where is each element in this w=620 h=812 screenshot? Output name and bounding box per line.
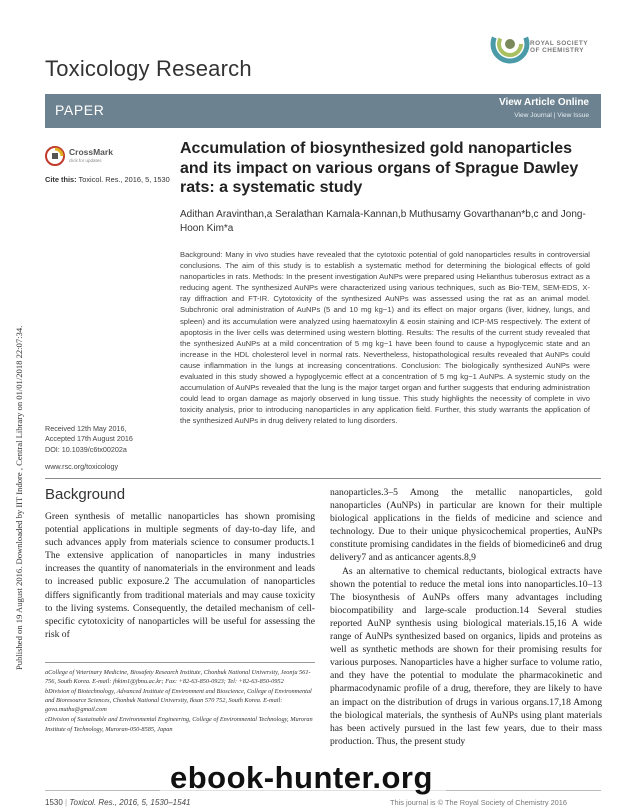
citation-text: Toxicol. Res., 2016, 5, 1530 [78, 175, 170, 184]
doi[interactable]: DOI: 10.1039/c6tx00202a [45, 444, 127, 454]
article-type: PAPER [55, 102, 105, 118]
author-list: Adithan Aravinthan,a Seralathan Kamala-Kannan,b Muthusamy Govarthanan*b,c and Jong-Hoon Kim*a [180, 209, 586, 234]
section-heading: Background [45, 486, 126, 503]
citation [45, 175, 170, 184]
body-paragraph: As an alternative to chemical reductants, biological extracts have shown the potential to reduce the metal ions into nanoparticles.10–13 The biosynthesis of AuNPs offers many advantages including biocompatibility and large-scale production.14 Several studies reported AuNP synthesis using biological materials.15,16 A wide range of AuNPs synthesized based on organics, lipids and proteins as well as synthetic methods are shown for their promising results for various purposes. Nanoparticles have a higher surface to volume ratio, and they have the potential to modulate the pharmacokinetic and pharmacodynamic profile of a drug, therefore, they are likely to have an impact on the distribution of drugs in various organs.17,18 Among the biological materials, the synthesis of AuNPs using plant materials has been actively pursued in the last few years, due to their mass production. Thus, the present study [330, 565, 602, 747]
accepted-date: Accepted 17th August 2016 [45, 434, 133, 444]
crossmark-sub: click for updates [69, 158, 102, 163]
publisher-footer: This journal is © The Royal Society of Chemistry 2016 [390, 798, 568, 807]
watermark: ebook-hunter.org [170, 760, 433, 795]
page-number: 1530 [45, 798, 63, 807]
download-notice-text: Published on 19 August 2016. Downloaded by IIT Indore , Central Library on 01/01/2018 22:07:34. [14, 325, 24, 670]
citation-prefix: Cite this: [45, 175, 77, 184]
page-footer: 1530 | Toxicol. Res., 2016, 5, 1530–1541 [45, 798, 191, 807]
footnote-item: cDivision of Sustainable and Environmental Engineering, College of Environmental Technology, Muroran Institute of Technology, Muroran-050-8585, Japan [45, 716, 313, 733]
crossmark-icon [45, 146, 65, 166]
download-notice [2, 150, 24, 670]
body-paragraph: Green synthesis of metallic nanoparticles has shown promising potential applications in multiple segments of day-to-day life, and such advances apply from materials science to consumer products.1 The extensive application of nanoparticles in many industries increases the quantity of nanomaterials in the environment and leads to increased public exposure.2 The accumulation of nanoparticles differs significantly from traditional materials and may cause toxicity to the living systems. Consequently, the detailed mechanism of cell-specific cytotoxicity of nanoparticles will be useful for assessing the risk of [45, 511, 315, 640]
received-date: Received 12th May 2016, [45, 424, 127, 433]
article-dates [45, 424, 133, 455]
journal-url[interactable]: www.rsc.org/toxicology [45, 462, 119, 471]
article-type-banner [45, 94, 601, 128]
footnote-item: bDivision of Biotechnology, Advanced Institute of Environment and Bioscience, College of Environmental and Bioresource Sciences, Chonbuk National University, Iksan 570 752, South Korea. E-mail: gova.muthu@gmail.com [45, 688, 312, 714]
affiliation-footnotes [45, 668, 315, 735]
rsc-logo-text: ROYAL SOCIETY OF CHEMISTRY [530, 40, 588, 54]
rsc-logo[interactable] [490, 24, 600, 80]
crossmark-label: CrossMark [69, 147, 113, 157]
rsc-logo-icon [490, 24, 530, 64]
abstract: Background: Many in vivo studies have revealed that the cytotoxic potential of gold nanoparticles results in controversial conclusions. The aim of this study is to establish a systematic method for determining the biological effects of gold nanoparticles in rats. Methods: In the present investigation AuNPs were prepared using Helianthus tuberosus extract as a reducing agent. The synthesized AuNPs were characterized using various techniques, such as Bio-TEM, SEM-EDS, X-ray diffraction and FT-IR. Cytotoxicity of the synthesized AuNPs was assessed using the rat as an animal model. Subchronic oral administration of AuNPs (5 and 10 mg kg−1) and its effect on major organs (liver, kidney, lungs, and spleen) and its accumulation were analyzed using haematoxylin & eosin staining and ICP-MS respectively. The extent of apoptosis in the liver cells was determined using western blotting. Results: The results of the current study revealed that the synthesized AuNPs at a mild concentration of 5 mg kg−1 have been found to cause a hypoglycemic state and an increase in the HDL cholesterol level in normal rats. Nevertheless, histopathological results revealed that AuNPs could cause inflammation in the lungs at increasing concentrations. Conclusion: The biologically synthesized AuNPs were evaluated in this study showed a hypoglycemic effect at a concentration of 5 mg kg−1 AuNPs. A systemic study on the accumulation of AuNPs revealed that the lung is the major target organ and further suggests that enduring administration could lead to organ damage as majorly observed in lung tissue. This study highlights the necessity of complete in vivo toxicity analysis, prior to introducing nanoparticles in any application field. Further, this study warrants the application of the synthesized AuNPs in drug delivery related to lung disorders. [180, 250, 590, 426]
view-journal-issue-links[interactable]: View Journal | View Issue [514, 112, 589, 119]
article-title: Accumulation of biosynthesized gold nanoparticles and its impact on various organs of Sprague Dawley rats: a systematic study [180, 140, 579, 196]
body-paragraph: nanoparticles.3–5 Among the metallic nanoparticles, gold nanoparticles (AuNPs) in particular are known for their multiple biological applications in the fields of medicine and science and technology. Due to their unique physicochemical properties, AuNPs constitute promising candidates in the fields of biomedicine6 and drug delivery7 and as anticancer agents.8,9 [330, 487, 602, 564]
footnote-item: aCollege of Veterinary Medicine, Biosafety Research Institute, Chonbuk National University, Jeonju 561-756, South Korea. E-mail: jhkim1@jbnu.ac.kr; Fax: +82-63-850-0923; Tel: +82-63-850-0952 [45, 669, 311, 686]
section-divider [45, 478, 601, 479]
journal-title: Toxicology Research [45, 56, 252, 81]
crossmark-badge[interactable] [45, 146, 113, 168]
footer-citation: Toxicol. Res., 2016, 5, 1530–1541 [69, 798, 191, 807]
footnote-divider [45, 662, 315, 663]
body-column-left [45, 510, 315, 641]
view-article-online-link[interactable]: View Article Online [498, 97, 589, 108]
body-column-right [330, 486, 602, 748]
